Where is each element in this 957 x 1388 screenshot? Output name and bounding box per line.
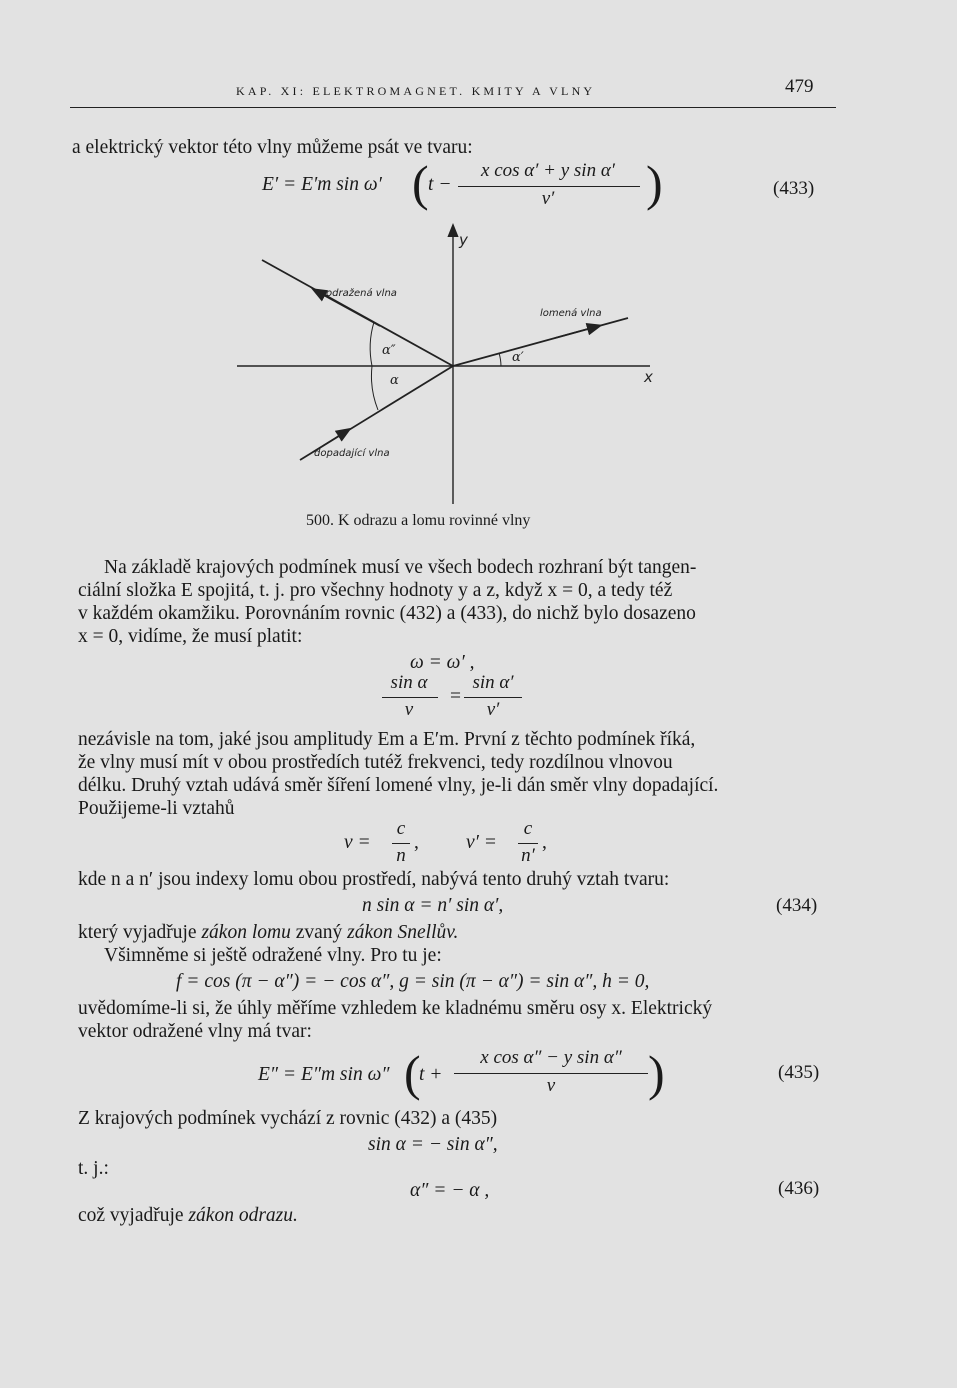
eq435-denominator: v xyxy=(546,1075,556,1096)
p8-line-1: t. j.: xyxy=(78,1158,109,1179)
sin-bar-right xyxy=(464,697,522,698)
v2-lhs: v′ = xyxy=(466,832,497,853)
eq433-lhs: E′ = E′m sin ω′ xyxy=(262,174,382,195)
refracted-arrow xyxy=(555,327,595,338)
v2-comma: , xyxy=(542,832,547,853)
p1-line-4: x = 0, vidíme, že musí platit: xyxy=(78,626,303,647)
p1-line-2: ciální složka E spojitá, t. j. pro všechny hodnoty y a z, když x = 0, a tedy též xyxy=(78,580,673,601)
sin-equals: = xyxy=(450,686,461,707)
eq433-lparen: ( xyxy=(412,155,429,211)
axis-y-label: y xyxy=(459,231,468,249)
eq433-number: (433) xyxy=(773,178,815,199)
v-lhs: v = xyxy=(344,832,371,853)
eq435-fraction-bar xyxy=(454,1073,648,1074)
angle-label-alpha2: α″ xyxy=(382,343,396,358)
header-rule xyxy=(70,107,836,108)
p9-text-b: zákon odrazu. xyxy=(188,1205,298,1226)
eq435-rparen: ) xyxy=(648,1045,665,1101)
eq435-numerator: x cos α″ − y sin α″ xyxy=(480,1047,622,1068)
p2-line-4: Použijeme-li vztahů xyxy=(78,798,235,819)
p6-line-1: uvědomíme-li si, že úhly měříme vzhledem ke kladnému směru osy x. Elektrický xyxy=(78,998,713,1019)
sin-num-left: sin α xyxy=(390,672,428,693)
v-num: c xyxy=(396,818,406,839)
running-header: KAP. XI: ELEKTROMAGNET. KMITY A VLNY xyxy=(236,84,596,98)
figure-caption: 500. K odrazu a lomu rovinné vlny xyxy=(306,512,531,529)
p1-line-1: Na základě krajových podmínek musí ve všech bodech rozhraní být tangen- xyxy=(104,557,697,578)
eq-fgh: f = cos (π − α″) = − cos α″, g = sin (π − α″) = sin α″, h = 0, xyxy=(176,971,650,992)
eq433-numerator: x cos α′ + y sin α′ xyxy=(481,160,615,181)
v-den: n xyxy=(396,845,406,866)
v2-bar xyxy=(518,843,538,844)
p1-line-3: v každém okamžiku. Porovnáním rovnic (432) a (433), do nichž bylo dosazeno xyxy=(78,603,696,624)
eq436-number: (436) xyxy=(778,1178,820,1199)
p2-line-2: že vlny musí mít v obou prostředích tutéž frekvenci, tedy rozdílnou vlnovou xyxy=(78,752,673,773)
figure-reflection-refraction xyxy=(0,220,957,510)
p9-line xyxy=(78,1205,298,1227)
p2-line-3: délku. Druhý vztah udává směr šíření lomené vlny, je-li dán směr vlny dopadající. xyxy=(78,775,719,796)
p6-line-2: vektor odražené vlny má tvar: xyxy=(78,1021,312,1042)
p4-text-b: zákon lomu xyxy=(201,922,291,943)
v2-num: c xyxy=(523,818,533,839)
p4-line xyxy=(78,922,458,944)
eq435-lparen: ( xyxy=(404,1045,421,1101)
p2-line-1: nezávisle na tom, jaké jsou amplitudy Em a E′m. První z těchto podmínek říká, xyxy=(78,729,696,750)
eq435-number: (435) xyxy=(778,1062,820,1083)
eq434-number: (434) xyxy=(776,895,818,916)
v2-den: n′ xyxy=(521,845,535,866)
eq433-rparen: ) xyxy=(646,155,663,211)
p5-line-1: Všimněme si ještě odražené vlny. Pro tu je: xyxy=(104,945,442,966)
angle-label-alpha: α xyxy=(390,373,399,388)
intro-line: a elektrický vektor této vlny můžeme psát ve tvaru: xyxy=(72,137,473,158)
eq433-denominator: v′ xyxy=(541,188,555,209)
sin-den-left: v xyxy=(404,699,414,720)
p4-text-d: zákon Snellův. xyxy=(347,922,459,943)
eq-sin-reflection: sin α = − sin α″, xyxy=(368,1134,498,1155)
page-number: 479 xyxy=(785,76,814,97)
label-refracted-wave: lomená vlna xyxy=(540,308,602,319)
p7-line-1: Z krajových podmínek vychází z rovnic (432) a (435) xyxy=(78,1108,498,1129)
sin-den-right: v′ xyxy=(486,699,500,720)
p4-text-c: zvaný xyxy=(290,922,348,943)
label-reflected-wave: odražená vlna xyxy=(326,288,397,299)
sin-bar-left xyxy=(382,697,438,698)
v-comma: , xyxy=(414,832,419,853)
p4-text-a: který vyjadřuje xyxy=(78,922,202,943)
eq435-t: t + xyxy=(419,1064,443,1085)
p3-line-1: kde n a n′ jsou indexy lomu obou prostředí, nabývá tento druhý vztah tvaru: xyxy=(78,869,670,890)
eq433-fraction-bar xyxy=(458,186,640,187)
angle-label-alpha1: α′ xyxy=(512,350,524,365)
angle-arc-alpha xyxy=(371,366,378,410)
angle-arc-alpha2 xyxy=(370,322,374,366)
angle-arc-alpha1 xyxy=(499,353,501,366)
eq436: α″ = − α , xyxy=(410,1180,490,1201)
v-bar xyxy=(392,843,410,844)
p9-text-a: což vyjadřuje xyxy=(78,1205,189,1226)
refracted-ray xyxy=(453,318,628,366)
sin-num-right: sin α′ xyxy=(472,672,514,693)
eq-omega: ω = ω′ , xyxy=(410,652,475,673)
eq434: n sin α = n′ sin α′, xyxy=(362,895,504,916)
eq435-lhs: E″ = E″m sin ω″ xyxy=(258,1064,390,1085)
axis-x-label: x xyxy=(644,368,653,386)
eq433-t: t − xyxy=(428,174,452,195)
label-incident-wave: dopadající vlna xyxy=(314,448,390,459)
